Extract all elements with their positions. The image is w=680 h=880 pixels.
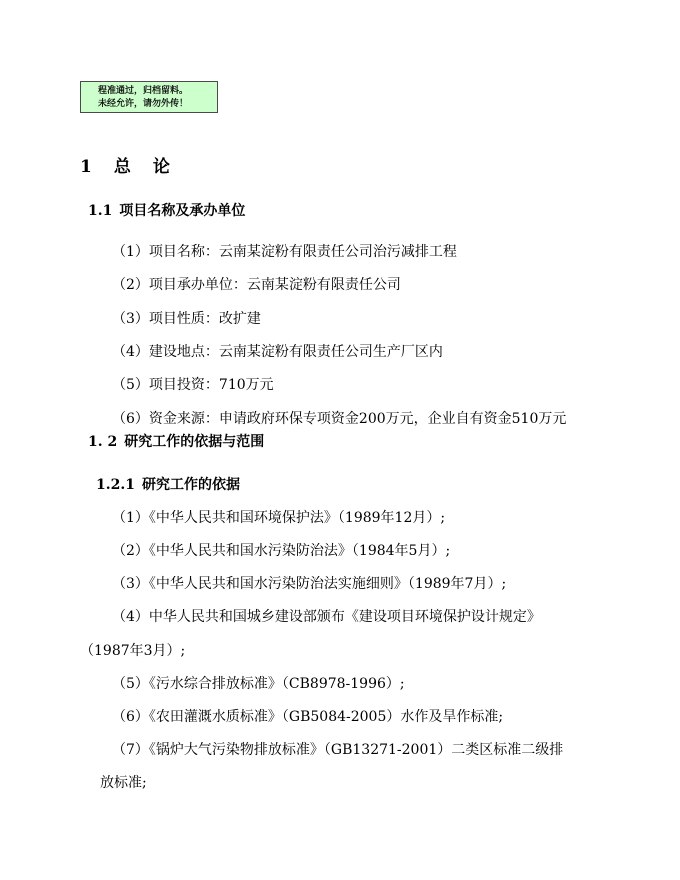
list-item: （4）建设地点：云南某淀粉有限责任公司生产厂区内 [112, 344, 443, 360]
list-item: （5）《污水综合排放标准》（CB8978-1996）; [112, 676, 405, 692]
stamp-line-2: 未经允许，请勿外传！ [98, 99, 189, 109]
section-number: 1.2.1 [96, 477, 135, 493]
section-1-2-1-heading [96, 475, 240, 495]
section-1-heading [80, 157, 170, 177]
list-item-continuation: 放标准; [100, 775, 147, 791]
list-item: （2）项目承办单位：云南某淀粉有限责任公司 [112, 277, 401, 293]
section-title: 项目名称及承办单位 [119, 203, 246, 219]
list-item: （6）资金来源：申请政府环保专项资金200万元，企业自有资金510万元 [112, 411, 567, 427]
section-title: 研究工作的依据 [141, 477, 240, 493]
list-item: （1）《中华人民共和国环境保护法》（1989年12月）; [112, 510, 446, 526]
list-item: （7）《锅炉大气污染物排放标准》（GB13271-2001）二类区标准二级排 [112, 742, 564, 758]
section-number: 1. 2 [88, 434, 118, 450]
list-item: （4）中华人民共和国城乡建设部颁布《建设项目环境保护设计规定》 [112, 609, 541, 625]
section-number: 1 [80, 157, 92, 177]
list-item: （3）项目性质：改扩建 [112, 311, 261, 327]
list-item: （3）《中华人民共和国水污染防治法实施细则》（1989年7月）; [112, 576, 507, 592]
section-title-char-1: 总 [113, 157, 131, 177]
section-number: 1.1 [88, 203, 113, 219]
approval-stamp [80, 81, 218, 113]
list-item: （5）项目投资：710万元 [112, 377, 274, 393]
list-item-continuation: （1987年3月）; [80, 643, 186, 659]
section-title: 研究工作的依据与范围 [124, 434, 265, 450]
section-1-1-heading [88, 201, 245, 221]
list-item: （1）项目名称：云南某淀粉有限责任公司治污减排工程 [112, 244, 457, 260]
list-item: （6）《农田灌溉水质标准》（GB5084-2005）水作及旱作标准; [112, 709, 504, 725]
stamp-line-1: 程准通过，归档留料。 [98, 86, 189, 96]
list-item: （2）《中华人民共和国水污染防治法》（1984年5月）; [112, 543, 451, 559]
section-1-2-heading [88, 432, 264, 452]
section-title-char-2: 论 [152, 157, 170, 177]
